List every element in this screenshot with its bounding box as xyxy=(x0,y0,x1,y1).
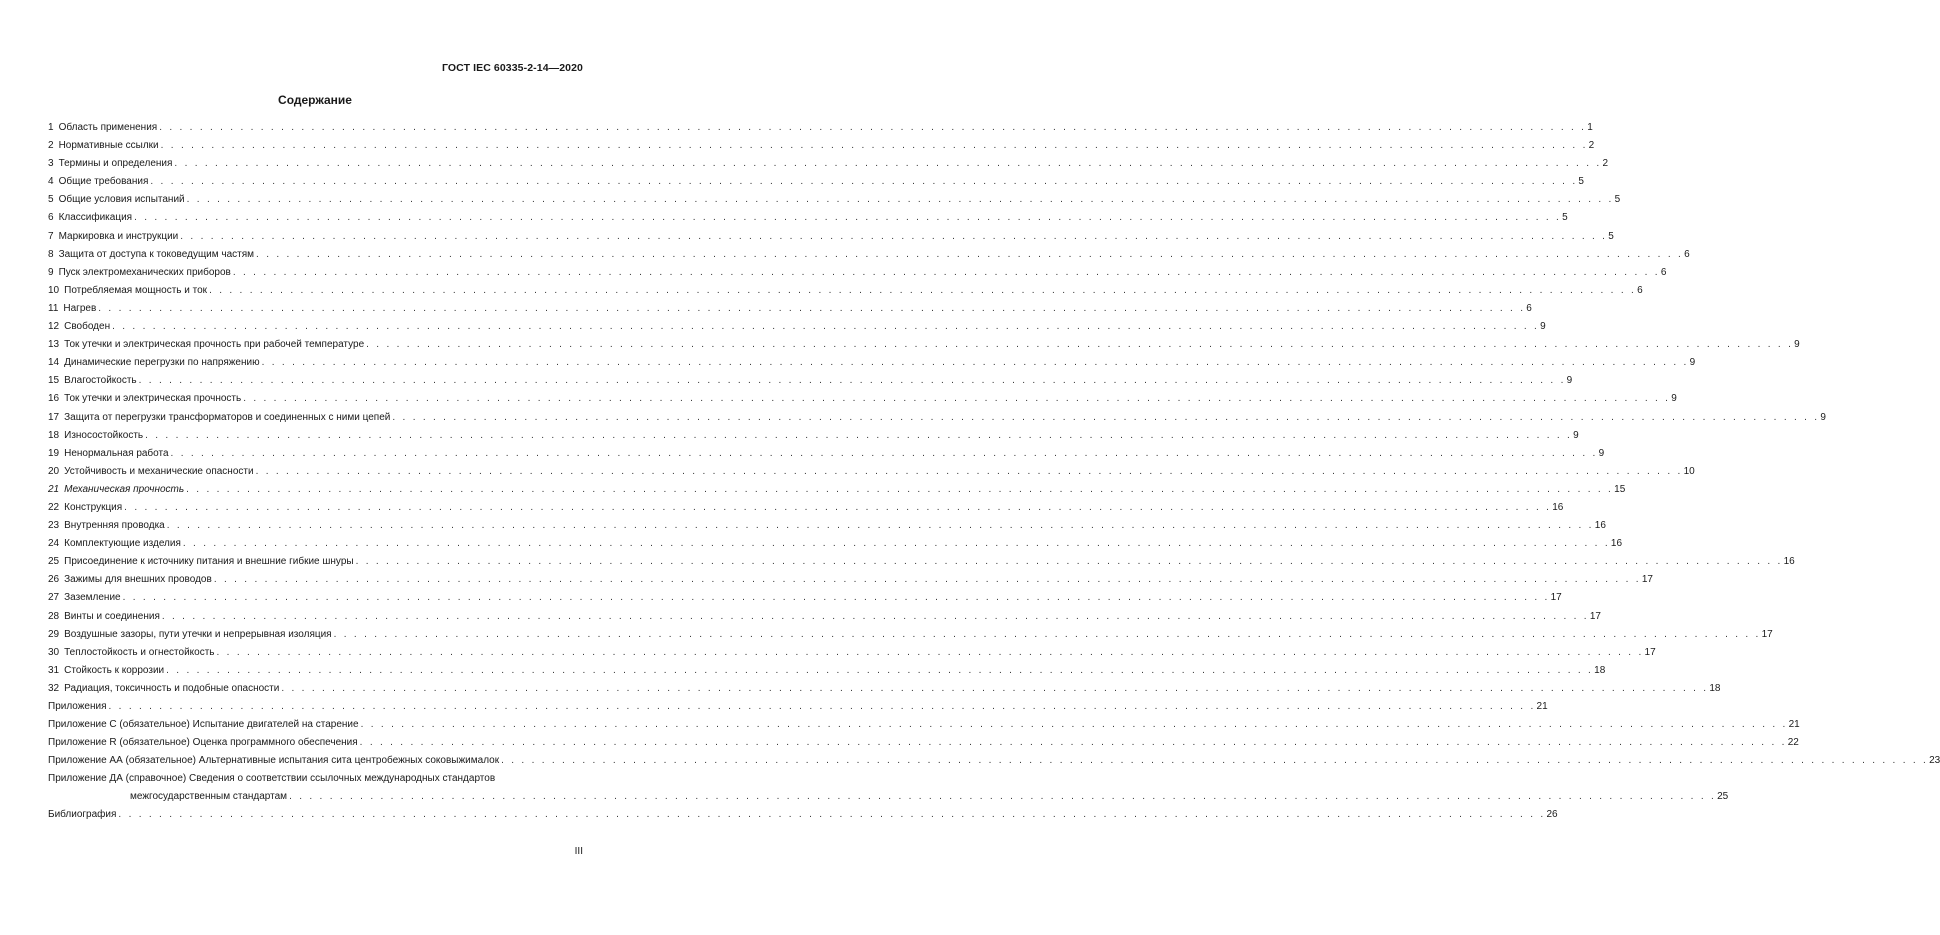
toc-entry-label: Динамические перегрузки по напряжению xyxy=(64,357,260,369)
toc-entry-page: 6 xyxy=(1637,284,1643,296)
toc-entry-label: Потребляемая мощность и ток xyxy=(64,284,208,296)
toc-leader-dots xyxy=(150,173,1577,191)
toc-leader-dots xyxy=(243,390,1670,408)
toc-entry-23[interactable] xyxy=(48,517,1606,535)
toc-leader-dots xyxy=(134,209,1561,227)
toc-entry-page: 18 xyxy=(1709,682,1721,694)
toc-entry-continuation xyxy=(48,788,1728,806)
toc-entry-number: 2 xyxy=(48,140,54,152)
toc-entry-appendices[interactable] xyxy=(48,698,1548,716)
toc-entry-label: Заземление xyxy=(64,592,121,604)
toc-entry-label-continued: межгосударственным стандартам xyxy=(130,791,288,803)
toc-entry-number: 14 xyxy=(48,357,60,369)
toc-entry-label: Стойкость к коррозии xyxy=(64,664,165,676)
toc-entry-label: Классификация xyxy=(58,212,133,224)
toc-entry-page: 6 xyxy=(1526,302,1532,314)
toc-entry-appendix-da[interactable] xyxy=(48,770,1729,806)
toc-entry-number: 12 xyxy=(48,321,60,333)
toc-entry-label: Область применения xyxy=(58,122,158,133)
toc-entry-number: 16 xyxy=(48,393,60,405)
toc-entry-27[interactable] xyxy=(48,589,1562,607)
toc-entry-number: 31 xyxy=(48,664,60,676)
toc-leader-dots xyxy=(214,571,1641,589)
toc-entry-page: 21 xyxy=(1788,719,1800,731)
toc-entry-28[interactable] xyxy=(48,608,1601,626)
toc-entry-7[interactable] xyxy=(48,228,1614,246)
toc-entry-label: Устойчивость и механические опасности xyxy=(64,465,254,477)
toc-entry-number: 18 xyxy=(48,429,60,441)
toc-entry-page: 6 xyxy=(1660,266,1667,278)
toc-leader-dots xyxy=(98,300,1525,318)
toc-leader-dots xyxy=(217,644,1644,662)
toc-entry-number: 9 xyxy=(48,266,54,278)
toc-entry-4[interactable] xyxy=(48,173,1584,191)
toc-leader-dots xyxy=(180,228,1607,246)
toc-entry-11[interactable] xyxy=(48,300,1532,318)
toc-leader-dots xyxy=(139,372,1566,390)
toc-entry-page: 5 xyxy=(1562,212,1568,224)
toc-entry-page: 9 xyxy=(1566,375,1573,387)
toc-entry-number: 5 xyxy=(48,194,54,206)
toc-entry-page: 16 xyxy=(1552,501,1564,513)
toc-leader-dots xyxy=(109,698,1536,716)
toc-entry-12[interactable] xyxy=(48,318,1546,336)
toc-entry-page: 15 xyxy=(1614,483,1626,495)
toc-entry-number: 22 xyxy=(48,501,60,513)
toc-entry-label: Радиация, токсичность и подобные опасности xyxy=(64,682,280,694)
toc-leader-dots xyxy=(183,535,1610,553)
toc-entry-label: Защита от перегрузки трансформаторов и соединенных с ними цепей xyxy=(64,411,391,423)
toc-entry-label: Общие требования xyxy=(58,176,149,188)
toc-entry-label: Зажимы для внешних проводов xyxy=(64,574,212,586)
toc-leader-dots xyxy=(124,499,1551,517)
toc-entry-14[interactable] xyxy=(48,354,1696,372)
toc-entry-label: Конструкция xyxy=(64,501,123,513)
toc-entry-label: Приложения xyxy=(48,701,107,712)
toc-entry-number: 7 xyxy=(48,230,54,242)
toc-entry-number: 24 xyxy=(48,538,60,550)
toc-entry-5[interactable] xyxy=(48,191,1621,209)
document-header: ГОСТ IEC 60335-2-14—2020 xyxy=(441,62,583,74)
toc-entry-appendix-c[interactable] xyxy=(48,716,1800,734)
toc-leader-dots xyxy=(171,445,1598,463)
toc-entry-number: 13 xyxy=(48,339,60,351)
toc-leader-dots xyxy=(262,354,1689,372)
toc-entry-page: 6 xyxy=(1684,248,1690,260)
toc-entry-label: Приложение R (обязательное) Оценка программного обеспечения xyxy=(48,737,358,749)
toc-leader-dots xyxy=(145,427,1572,445)
toc-entry-label: Влагостойкость xyxy=(64,375,137,387)
toc-entry-page: 1 xyxy=(1587,122,1593,133)
toc-entry-21[interactable] xyxy=(48,481,1626,499)
toc-entry-number: 15 xyxy=(48,375,60,387)
toc-title: Содержание xyxy=(278,93,352,107)
toc-entry-label: Приложение АА (обязательное) Альтернативные испытания сита центробежных соковыжималок xyxy=(48,755,500,767)
toc-entry-number: 19 xyxy=(48,447,60,459)
toc-entry-page: 9 xyxy=(1820,411,1826,423)
toc-leader-dots xyxy=(334,626,1761,644)
toc-entry-label: Воздушные зазоры, пути утечки и непрерывная изоляция xyxy=(64,628,332,640)
toc-entry-page: 17 xyxy=(1761,628,1773,640)
toc-entry-25[interactable] xyxy=(48,553,1795,571)
toc-entry-19[interactable] xyxy=(48,445,1605,463)
toc-entry-number: 6 xyxy=(48,212,54,224)
toc-leader-dots xyxy=(209,282,1636,300)
toc-leader-dots xyxy=(501,752,1928,770)
toc-entry-label: Механическая прочность xyxy=(64,483,185,495)
toc-entry-page: 23 xyxy=(1929,755,1940,767)
toc-leader-dots xyxy=(161,137,1588,155)
toc-entry-number: 21 xyxy=(48,483,60,495)
toc-entry-number: 26 xyxy=(48,574,60,586)
toc-entry-page: 9 xyxy=(1671,393,1677,405)
toc-entry-page: 16 xyxy=(1610,538,1623,550)
toc-leader-dots xyxy=(118,806,1545,824)
toc-entry-10[interactable] xyxy=(48,282,1643,300)
page-number: III xyxy=(574,846,583,857)
toc-entry-label: Пуск электромеханических приборов xyxy=(58,266,231,278)
toc-entry-30[interactable] xyxy=(48,644,1656,662)
toc-leader-dots xyxy=(166,662,1593,680)
toc-entry-3[interactable] xyxy=(48,155,1608,173)
toc-entry-page: 9 xyxy=(1573,429,1579,441)
toc-entry-8[interactable] xyxy=(48,246,1690,264)
toc-entry-page: 16 xyxy=(1783,556,1795,568)
toc-entry-20[interactable] xyxy=(48,463,1695,481)
toc-entry-label: Ток утечки и электрическая прочность xyxy=(64,393,242,405)
toc-entry-label: Винты и соединения xyxy=(64,610,160,622)
toc-entry-number: 3 xyxy=(48,158,54,170)
toc-entry-page: 21 xyxy=(1536,701,1548,712)
toc-entry-13[interactable] xyxy=(48,336,1800,354)
toc-entry-page: 9 xyxy=(1794,339,1800,351)
toc-entry-number: 23 xyxy=(48,520,60,532)
toc-entry-label: Теплостойкость и огнестойкость xyxy=(64,646,215,658)
toc-entry-page: 5 xyxy=(1608,230,1614,242)
toc-entry-24[interactable] xyxy=(48,535,1623,553)
toc-entry-label: Термины и определения xyxy=(58,158,173,170)
toc-entry-number: 11 xyxy=(48,302,59,314)
toc-entry-9[interactable] xyxy=(48,264,1667,282)
toc-entry-multiline xyxy=(48,770,1728,806)
toc-entry-page: 17 xyxy=(1641,574,1653,586)
toc-entry-page: 18 xyxy=(1594,664,1606,676)
toc-entry-label: Свободен xyxy=(64,321,111,333)
toc-entry-page: 17 xyxy=(1550,592,1562,604)
table-of-contents xyxy=(48,119,1940,824)
toc-leader-dots xyxy=(162,608,1589,626)
toc-entry-number: 27 xyxy=(48,592,60,604)
toc-entry-label: Библиография xyxy=(48,809,117,821)
toc-leader-dots xyxy=(289,788,1716,806)
toc-entry-page: 5 xyxy=(1578,176,1584,188)
toc-entry-page: 9 xyxy=(1598,447,1605,459)
toc-entry-page: 25 xyxy=(1717,791,1729,803)
toc-leader-dots xyxy=(256,463,1683,481)
toc-entry-15[interactable] xyxy=(48,372,1573,390)
toc-entry-22[interactable] xyxy=(48,499,1564,517)
toc-leader-dots xyxy=(233,264,1660,282)
toc-entry-2[interactable] xyxy=(48,137,1595,155)
toc-entry-32[interactable] xyxy=(48,680,1721,698)
toc-entry-number: 4 xyxy=(48,176,54,188)
toc-entry-page: 16 xyxy=(1594,520,1606,532)
toc-entry-bibliography[interactable] xyxy=(48,806,1558,824)
toc-entry-page: 2 xyxy=(1602,158,1608,170)
toc-leader-dots xyxy=(360,734,1787,752)
toc-entry-26[interactable] xyxy=(48,571,1653,589)
toc-entry-number: 29 xyxy=(48,628,60,640)
toc-entry-number: 20 xyxy=(48,465,60,477)
toc-entry-label: Нормативные ссылки xyxy=(58,140,159,152)
toc-entry-label: Приложение С (обязательное) Испытание двигателей на старение xyxy=(48,719,359,731)
toc-entry-page: 22 xyxy=(1787,737,1799,749)
toc-leader-dots xyxy=(112,318,1539,336)
toc-entry-label: Присоединение к источнику питания и внешние гибкие шнуры xyxy=(64,556,354,568)
toc-entry-number: 25 xyxy=(48,556,60,568)
toc-entry-page: 5 xyxy=(1614,194,1621,206)
toc-entry-label: Защита от доступа к токоведущим частям xyxy=(58,248,255,260)
toc-entry-6[interactable] xyxy=(48,209,1568,227)
toc-entry-page: 2 xyxy=(1588,140,1595,152)
toc-entry-number: 28 xyxy=(48,610,60,622)
toc-entry-page: 9 xyxy=(1540,321,1546,333)
toc-entry-label: Внутренняя проводка xyxy=(64,520,165,532)
toc-entry-29[interactable] xyxy=(48,626,1773,644)
toc-entry-label: Приложение ДА (справочное) Сведения о соответствии ссылочных международных стандартов xyxy=(48,773,496,785)
toc-leader-dots xyxy=(159,119,1586,137)
toc-entry-label: Общие условия испытаний xyxy=(58,194,185,206)
toc-leader-dots xyxy=(356,553,1783,571)
toc-entry-page: 9 xyxy=(1689,357,1696,369)
toc-entry-page: 17 xyxy=(1589,610,1601,622)
toc-entry-label: Комплектующие изделия xyxy=(64,538,181,550)
toc-leader-dots xyxy=(174,155,1601,173)
toc-entry-31[interactable] xyxy=(48,662,1606,680)
toc-entry-label: Нагрев xyxy=(63,302,97,314)
toc-entry-17[interactable] xyxy=(48,409,1826,427)
toc-entry-1[interactable] xyxy=(48,119,1593,137)
toc-leader-dots xyxy=(167,517,1594,535)
toc-entry-number: 30 xyxy=(48,646,60,658)
toc-entry-number: 1 xyxy=(48,122,54,133)
toc-entry-number: 10 xyxy=(48,284,60,296)
toc-leader-dots xyxy=(187,191,1614,209)
toc-leader-dots xyxy=(392,409,1819,427)
toc-entry-number: 17 xyxy=(48,411,60,423)
toc-entry-appendix-aa[interactable] xyxy=(48,752,1940,770)
toc-entry-number: 8 xyxy=(48,248,54,260)
toc-entry-page: 26 xyxy=(1546,809,1558,821)
toc-entry-label: Маркировка и инструкции xyxy=(58,230,179,242)
toc-leader-dots xyxy=(123,589,1550,607)
toc-entry-label: Ненормальная работа xyxy=(64,447,169,459)
toc-leader-dots xyxy=(256,246,1683,264)
toc-leader-dots xyxy=(366,336,1793,354)
toc-leader-dots xyxy=(361,716,1788,734)
toc-entry-label: Износостойкость xyxy=(64,429,144,441)
toc-entry-number: 32 xyxy=(48,682,60,694)
toc-entry-18[interactable] xyxy=(48,427,1579,445)
toc-leader-dots xyxy=(281,680,1708,698)
toc-entry-label: Ток утечки и электрическая прочность при рабочей температуре xyxy=(64,339,365,351)
toc-entry-16[interactable] xyxy=(48,390,1677,408)
toc-entry-page: 17 xyxy=(1644,646,1656,658)
toc-entry-page: 10 xyxy=(1683,465,1695,477)
toc-leader-dots xyxy=(186,481,1613,499)
toc-entry-appendix-r[interactable] xyxy=(48,734,1799,752)
